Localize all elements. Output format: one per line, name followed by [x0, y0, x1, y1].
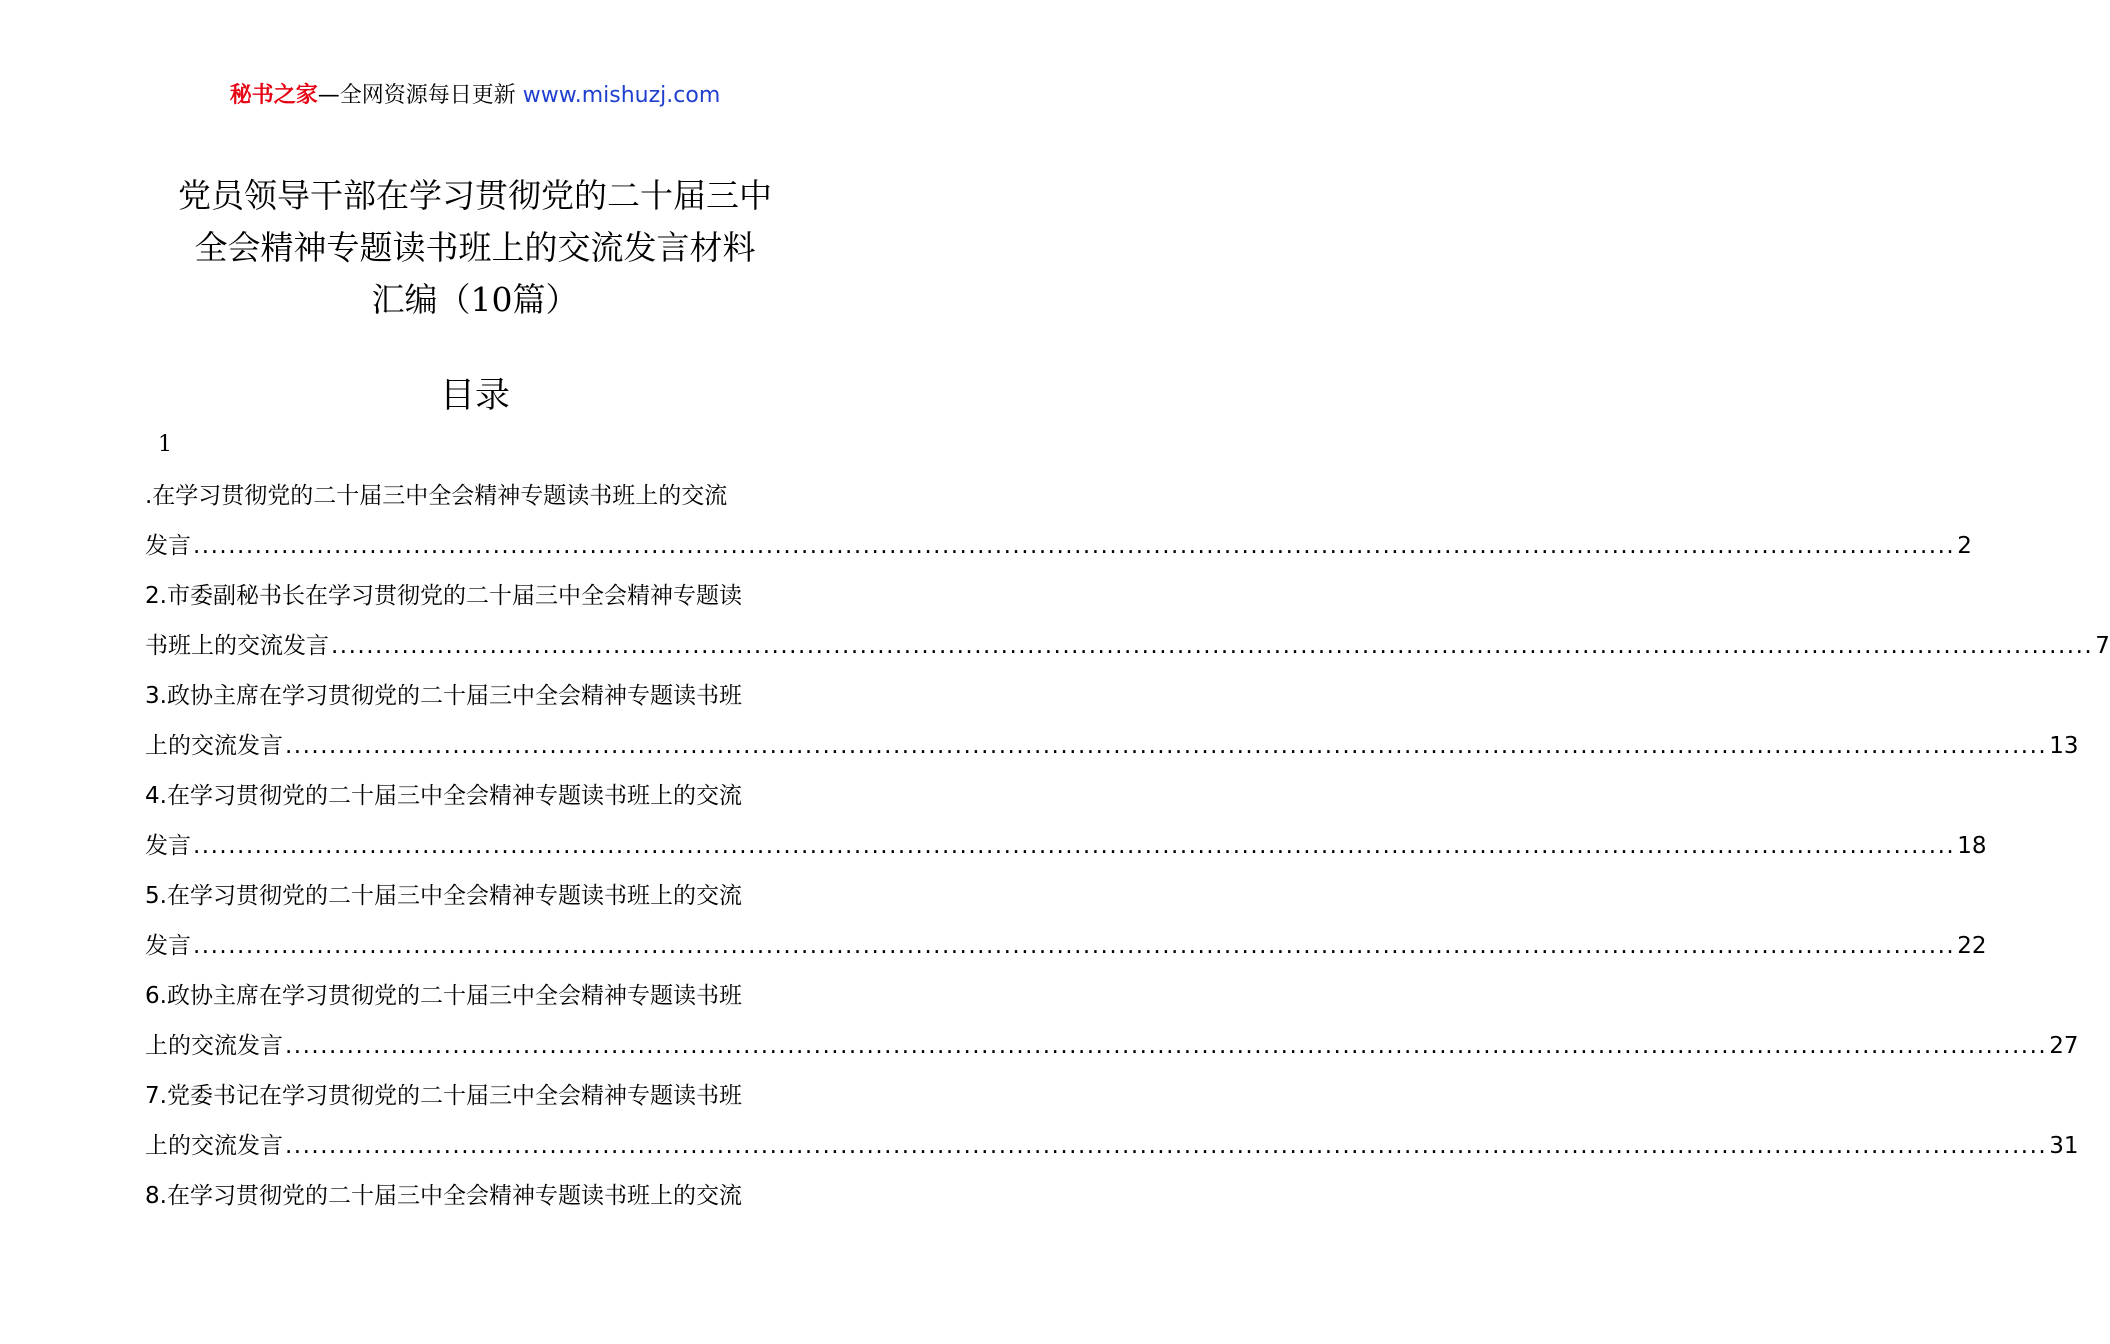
- toc-dot-leader: ........................................................................................................................................................................................................: [193, 533, 1956, 559]
- toc-page-number: 31: [2049, 1133, 2079, 1159]
- toc-entry-title: 7.党委书记在学习贯彻党的二十届三中全会精神专题读书班: [145, 1083, 742, 1109]
- toc-heading: 目录: [439, 376, 510, 416]
- toc-entry-title-end: 发言: [145, 833, 191, 859]
- toc-dot-leader: ........................................................................................................................................................................................................: [285, 1033, 2048, 1059]
- title-line-3: [100, 274, 850, 326]
- toc-page-number: 13: [2049, 733, 2079, 759]
- toc-entry-continuation: [145, 721, 2079, 771]
- toc-entry[interactable]: [145, 1171, 807, 1221]
- toc-entry[interactable]: [145, 571, 2110, 671]
- toc-entry-title: 2.市委副秘书长在学习贯彻党的二十届三中全会精神专题读: [145, 583, 742, 609]
- toc-entry[interactable]: [145, 871, 1987, 971]
- toc-dot-leader: ........................................................................................................................................................................................................: [285, 1133, 2048, 1159]
- toc-entry-title: 5.在学习贯彻党的二十届三中全会精神专题读书班上的交流: [145, 883, 742, 909]
- site-header: [0, 80, 950, 112]
- toc-dot-leader: ........................................................................................................................................................................................................: [193, 933, 1956, 959]
- toc-page-number: 18: [1957, 833, 1987, 859]
- toc-entry-title: 3.政协主席在学习贯彻党的二十届三中全会精神专题读书班: [145, 683, 742, 709]
- toc-dot-leader: ........................................................................................................................................................................................................: [331, 633, 2094, 659]
- toc-entry-continuation: [145, 621, 2110, 671]
- title-line-3-count: 10: [470, 280, 513, 319]
- toc-entry-title-end: 发言: [145, 533, 191, 559]
- brand-name: 秘书之家: [229, 83, 318, 108]
- toc-entry-title-end: 书班上的交流发言: [145, 633, 329, 659]
- toc-entry-continuation: [145, 1021, 2079, 1071]
- toc-entry-title: 8.在学习贯彻党的二十届三中全会精神专题读书班上的交流: [145, 1183, 742, 1209]
- toc-entry[interactable]: [145, 771, 1987, 871]
- toc-entry[interactable]: [145, 1071, 2079, 1171]
- toc-page-number: 2: [1957, 533, 1972, 559]
- toc-page-number: 7: [2095, 633, 2110, 659]
- toc-page-number: 22: [1957, 933, 1987, 959]
- toc-page-number: 27: [2049, 1033, 2079, 1059]
- table-of-contents: [145, 471, 2110, 1221]
- toc-entry-title: 4.在学习贯彻党的二十届三中全会精神专题读书班上的交流: [145, 783, 742, 809]
- toc-entry-title-end: 上的交流发言: [145, 733, 283, 759]
- toc-entry[interactable]: [145, 971, 2079, 1071]
- toc-entry[interactable]: [145, 471, 1972, 571]
- site-url[interactable]: www.mishuzj.com: [522, 83, 721, 108]
- stray-number: 1: [158, 432, 172, 457]
- toc-entry-title-end: 发言: [145, 933, 191, 959]
- title-line-1: 党员领导干部在学习贯彻党的二十届三中: [178, 176, 772, 215]
- title-line-3-post: 篇）: [512, 280, 579, 319]
- title-line-2: 全会精神专题读书班上的交流发言材料: [194, 228, 756, 267]
- toc-entry[interactable]: [145, 671, 2079, 771]
- title-line-3-pre: 汇编（: [371, 280, 471, 319]
- toc-entry-title-end: 上的交流发言: [145, 1133, 283, 1159]
- toc-entry-title-end: 上的交流发言: [145, 1033, 283, 1059]
- toc-entry-continuation: [145, 921, 1987, 971]
- toc-entry-continuation: [145, 1121, 2079, 1171]
- toc-entry-continuation: [145, 821, 1987, 871]
- toc-entry-title: 6.政协主席在学习贯彻党的二十届三中全会精神专题读书班: [145, 983, 742, 1009]
- header-tagline: —全网资源每日更新: [317, 83, 523, 108]
- toc-dot-leader: ........................................................................................................................................................................................................: [285, 733, 2048, 759]
- toc-dot-leader: ........................................................................................................................................................................................................: [193, 833, 1956, 859]
- document-title: [100, 170, 850, 326]
- toc-entry-title: .在学习贯彻党的二十届三中全会精神专题读书班上的交流: [145, 483, 728, 509]
- toc-entry-continuation: [145, 521, 1972, 571]
